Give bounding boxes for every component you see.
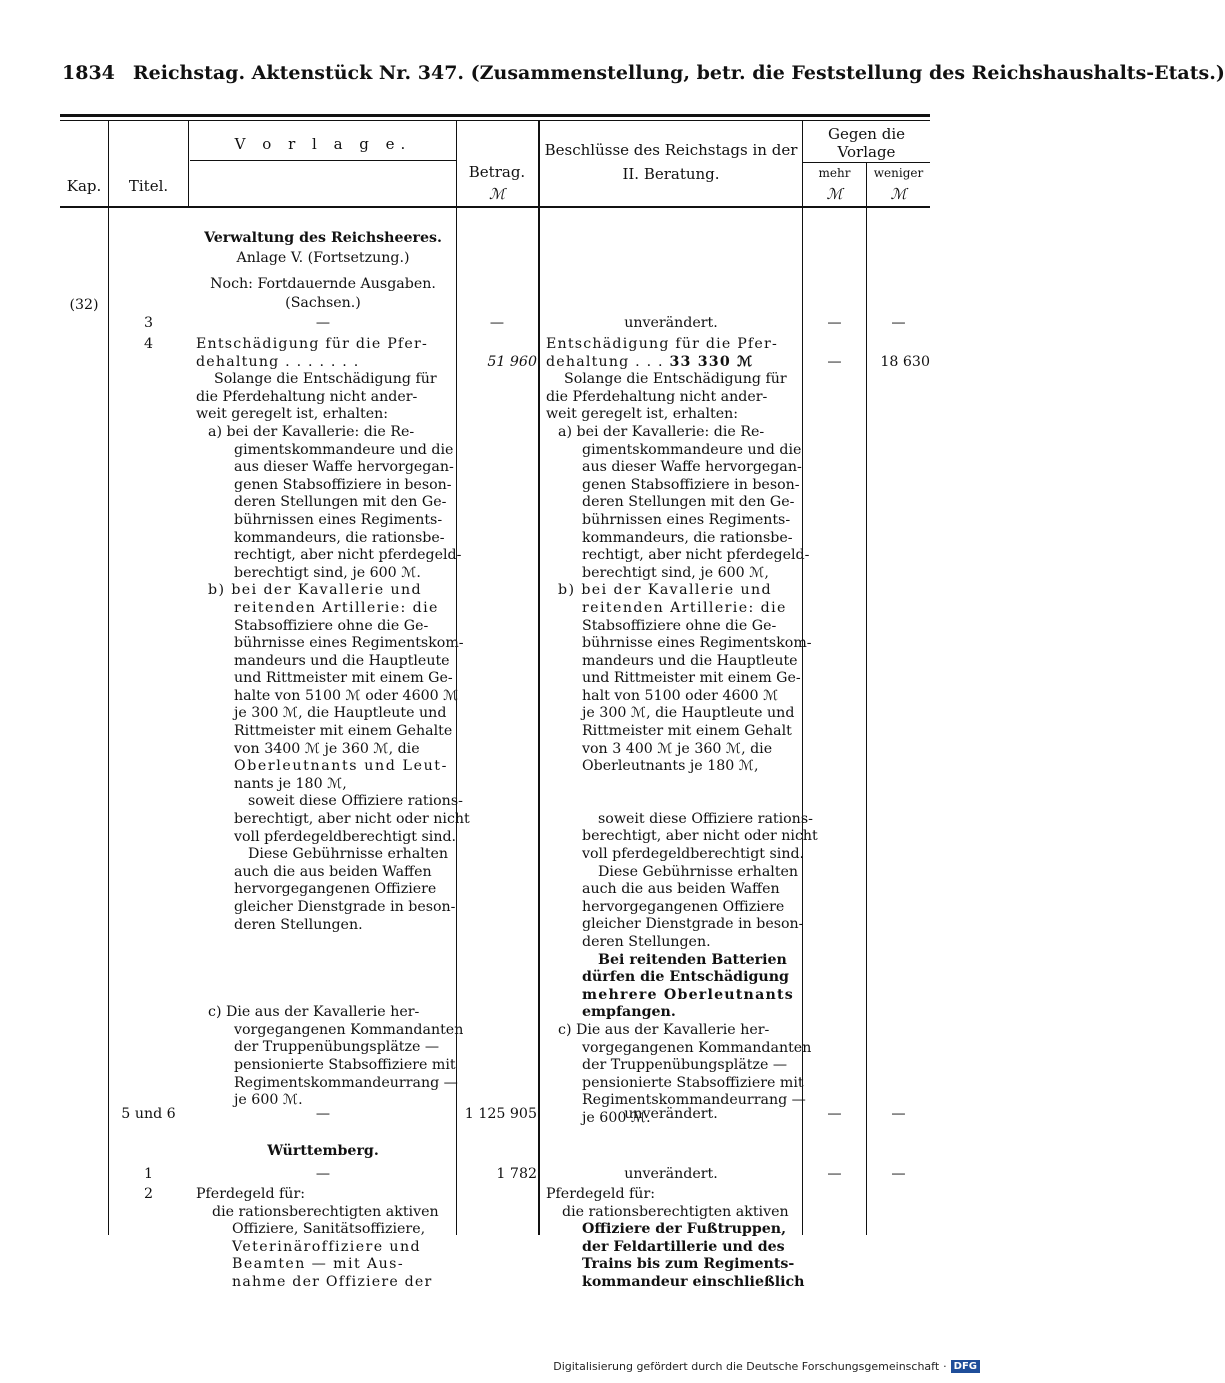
text-line: Solange die Entschädigung für <box>564 371 787 388</box>
w-titel-2-number: 2 <box>143 1186 154 1202</box>
text-line: hervorgegangenen Offiziere <box>582 898 785 915</box>
text-line: der Truppenübungsplätze — <box>582 1057 788 1074</box>
vorlage-text-block <box>196 336 470 1110</box>
text-line: auch die aus beiden Waffen <box>234 863 432 880</box>
text-line: Offiziere, Sanitätsoffiziere, <box>232 1221 426 1238</box>
kap-heading: Kap. <box>66 177 102 195</box>
titel-5-6-vorlage: — <box>315 1106 331 1122</box>
text-line: halte von 5100 ℳ oder 4600 ℳ <box>234 687 459 704</box>
text-line: Regimentskommandeurrang — <box>582 1092 806 1109</box>
text-line: b) bei der Kavallerie und <box>558 582 773 599</box>
text-line: und Rittmeister mit einem Ge- <box>582 670 801 687</box>
text-line: Entschädigung für die Pfer- <box>546 336 778 352</box>
text-line: weit geregelt ist, erhalten: <box>196 406 389 423</box>
text-line: c) Die aus der Kavallerie her- <box>208 1004 420 1021</box>
titel-3-mehr: — <box>827 315 842 331</box>
gegen-heading-1: Gegen die <box>827 125 906 143</box>
text-line: a) bei der Kavallerie: die Re- <box>558 423 765 440</box>
text-line: soweit diese Offiziere rations- <box>248 793 463 810</box>
text-line: mandeurs und die Hauptleute <box>582 652 798 669</box>
text-line: Regimentskommandeurrang — <box>234 1074 458 1091</box>
beschluesse-heading-1: Beschlüsse des Reichstags in der <box>544 141 798 159</box>
text-line: vorgegangenen Kommandanten <box>234 1021 464 1038</box>
text-line: kommandeurs, die rationsbe- <box>234 529 445 546</box>
text-line: voll pferdegeldberechtigt sind. <box>234 828 457 845</box>
text-line <box>546 354 802 372</box>
text-line: deren Stellungen mit den Ge- <box>234 494 447 511</box>
text-line: vorgegangenen Kommandanten <box>582 1039 812 1056</box>
text-line: mandeurs und die Hauptleute <box>234 652 450 669</box>
text-line: genen Stabsoffiziere in beson- <box>234 476 452 493</box>
titel-4-betrag: 51 960 <box>487 354 537 370</box>
dfg-logo: DFG <box>951 1360 980 1373</box>
text-line: berechtigt sind, je 600 ℳ. <box>234 564 421 581</box>
text-line-bold: Trains bis zum Regiments- <box>582 1256 795 1273</box>
text-line: pensionierte Stabsoffiziere mit <box>582 1074 804 1091</box>
text-line: die rationsberechtigten aktiven <box>212 1203 439 1220</box>
header-bottom-rule <box>60 206 930 208</box>
text-line: je 600 ℳ. <box>234 1092 303 1109</box>
titel-heading: Titel. <box>128 177 169 195</box>
text-line: Diese Gebührnisse erhalten <box>248 846 449 863</box>
text-line: genen Stabsoffiziere in beson- <box>582 476 800 493</box>
gegen-heading-2: Vorlage <box>837 143 896 161</box>
text-line: der Truppenübungsplätze — <box>234 1039 440 1056</box>
footer-text: Digitalisierung gefördert durch die Deutsche Forschungsgemeinschaft <box>553 1360 940 1373</box>
text-line: Rittmeister mit einem Gehalt <box>582 723 792 740</box>
text-line: Oberleutnants und Leut- <box>234 758 449 775</box>
text-line: reitenden Artillerie: die <box>582 599 787 616</box>
text-line: rechtigt, aber nicht pferdegeld- <box>582 547 810 564</box>
text-line: Stabsoffiziere ohne die Ge- <box>234 617 429 634</box>
text-line-bold: der Feldartillerie und des <box>582 1238 785 1255</box>
mehr-unit: ℳ <box>826 185 843 203</box>
text-line: c) Die aus der Kavallerie her- <box>558 1021 770 1038</box>
section-sachsen: (Sachsen.) <box>285 295 361 311</box>
text-line: nants je 180 ℳ, <box>234 775 347 792</box>
text-line: pensionierte Stabsoffiziere mit <box>234 1056 456 1073</box>
text-line: gimentskommandeure und die <box>234 441 454 458</box>
kap-number: (32) <box>69 297 99 313</box>
text-line: Pferdegeld für: <box>546 1186 656 1202</box>
text-line: bührnissen eines Regiments- <box>582 511 791 528</box>
text-line-bold: kommandeur einschließlich <box>582 1273 805 1290</box>
w-vorlage-text-block <box>196 1186 456 1292</box>
text-line-bold: Bei reitenden Batterien <box>598 951 787 968</box>
mehr-heading: mehr <box>818 166 851 180</box>
text-line: voll pferdegeldberechtigt sind. <box>582 846 805 863</box>
text-line: bührnissen eines Regiments- <box>234 511 443 528</box>
text-line: die Pferdehaltung nicht ander- <box>196 388 418 405</box>
beschluss-text-block <box>546 336 818 1128</box>
top-rule-thin <box>60 120 930 121</box>
text-line-bold: dürfen die Entschädigung <box>582 969 789 986</box>
page-number: 1834 <box>62 62 115 84</box>
text-line: Stabsoffiziere ohne die Ge- <box>582 617 777 634</box>
weniger-heading: weniger <box>873 166 924 180</box>
text-line: berechtigt, aber nicht oder nicht <box>582 828 818 845</box>
text-line: hervorgegangenen Offiziere <box>234 881 437 898</box>
betrag-heading: Betrag. <box>468 163 526 181</box>
text-line: gimentskommandeure und die <box>582 441 802 458</box>
text-line-bold: Offiziere der Fußtruppen, <box>582 1221 787 1238</box>
text-line: deren Stellungen. <box>582 934 711 950</box>
text-line: Veterinäroffiziere und <box>232 1238 421 1255</box>
titel-4-mehr: — <box>827 354 842 370</box>
titel-4-number: 4 <box>143 336 154 352</box>
col-divider-vorlage <box>456 120 457 1235</box>
titel-3-betrag: — <box>489 315 505 331</box>
col-divider-beschluss <box>802 120 803 1235</box>
section-heading: Verwaltung des Reichsheeres. <box>204 230 442 246</box>
titel-4-beschluss-amount: 33 330 ℳ <box>669 353 754 370</box>
text-line: aus dieser Waffe hervorgegan- <box>582 459 802 476</box>
titel-5-6-beschluss: unverändert. <box>624 1106 718 1122</box>
text-line: von 3 400 ℳ je 360 ℳ, die <box>582 740 773 757</box>
text-line: Entschädigung für die Pfer- <box>196 336 428 352</box>
vorlage-rule <box>190 160 456 161</box>
titel-5-6-number: 5 und 6 <box>121 1106 176 1122</box>
text-line: deren Stellungen mit den Ge- <box>582 494 795 511</box>
text-line: je 300 ℳ, die Hauptleute und <box>234 705 447 722</box>
text-line: auch die aus beiden Waffen <box>582 881 780 898</box>
text-line: Rittmeister mit einem Gehalte <box>234 723 453 740</box>
wuerttemberg-heading: Württemberg. <box>267 1143 379 1159</box>
titel-5-6-mehr: — <box>827 1106 842 1122</box>
titel-3-vorlage: — <box>315 315 331 331</box>
col-divider-kap <box>108 120 109 1235</box>
text-line: gleicher Dienstgrade in beson- <box>234 899 456 915</box>
text-line: rechtigt, aber nicht pferdegeld- <box>234 547 462 564</box>
w-titel-1-betrag: 1 782 <box>496 1166 537 1182</box>
col-divider-betrag <box>538 120 540 1235</box>
col-divider-titel <box>188 120 189 208</box>
text-line: je 300 ℳ, die Hauptleute und <box>582 705 795 722</box>
text-line: soweit diese Offiziere rations- <box>598 810 813 827</box>
w-titel-1-number: 1 <box>143 1166 154 1182</box>
text-line: die Pferdehaltung nicht ander- <box>546 388 768 405</box>
text-line: b) bei der Kavallerie und <box>208 582 423 599</box>
titel-3-beschluss: unverändert. <box>624 315 718 331</box>
w-titel-1-beschluss: unverändert. <box>624 1166 718 1182</box>
text-line: je 600 ℳ. <box>582 1109 651 1126</box>
text-line: berechtigt, aber nicht oder nicht <box>234 811 470 828</box>
text-line: weit geregelt ist, erhalten: <box>546 406 739 423</box>
text-line: kommandeurs, die rationsbe- <box>582 529 793 546</box>
text-line: Oberleutnants je 180 ℳ, <box>582 758 759 775</box>
text-line-part: dehaltung . . . <box>546 353 664 370</box>
titel-5-6-weniger: — <box>891 1106 906 1122</box>
text-line: und Rittmeister mit einem Ge- <box>234 670 453 687</box>
vorlage-heading: V o r l a g e. <box>234 135 412 153</box>
w-beschluss-text-block <box>546 1186 805 1292</box>
text-line: Pferdegeld für: <box>196 1186 306 1202</box>
titel-3-number: 3 <box>143 315 154 331</box>
text-line: gleicher Dienstgrade in beson- <box>582 916 804 933</box>
w-titel-1-mehr: — <box>827 1166 842 1182</box>
text-line: Solange die Entschädigung für <box>214 371 437 388</box>
titel-4-weniger: 18 630 <box>880 354 930 370</box>
text-line: Beamten — mit Aus- <box>232 1256 405 1273</box>
titel-3-weniger: — <box>891 315 906 331</box>
top-rule-thick <box>60 114 930 117</box>
weniger-unit: ℳ <box>890 185 907 203</box>
beschluesse-heading-2: II. Beratung. <box>622 165 720 183</box>
w-titel-1-vorlage: — <box>315 1166 331 1182</box>
header-title: Reichstag. Aktenstück Nr. 347. (Zusammenstellung, betr. die Feststellung des Reichshaushalts-Etats.) <box>132 62 1225 84</box>
text-line-bold: mehrere Oberleutnants <box>582 986 794 1003</box>
section-anlage: Anlage V. (Fortsetzung.) <box>236 250 410 266</box>
betrag-unit: ℳ <box>488 185 506 203</box>
text-line-bold: empfangen. <box>582 1004 676 1021</box>
section-noch: Noch: Fortdauernde Ausgaben. <box>210 276 436 292</box>
running-header <box>62 62 1225 84</box>
text-line: reitenden Artillerie: die <box>234 599 439 616</box>
text-line: deren Stellungen. <box>234 916 363 933</box>
w-titel-1-weniger: — <box>891 1166 906 1182</box>
digitization-footer: Digitalisierung gefördert durch die Deutsche Forschungsgemeinschaft · DFG <box>553 1360 980 1373</box>
text-line: dehaltung . . . . . . . <box>196 353 360 370</box>
text-line: Diese Gebührnisse erhalten <box>598 863 799 880</box>
text-line: die rationsberechtigten aktiven <box>562 1203 789 1220</box>
text-line: aus dieser Waffe hervorgegan- <box>234 459 454 476</box>
text-line: bührnisse eines Regimentskom- <box>582 635 812 652</box>
text-line: halt von 5100 oder 4600 ℳ <box>582 687 779 704</box>
text-line: von 3400 ℳ je 360 ℳ, die <box>234 740 420 757</box>
text-line: berechtigt sind, je 600 ℳ, <box>582 564 769 581</box>
text-line: bührnisse eines Regimentskom- <box>234 635 464 652</box>
text-line: a) bei der Kavallerie: die Re- <box>208 423 415 440</box>
text-line: nahme der Offiziere der <box>232 1273 433 1290</box>
titel-5-6-betrag: 1 125 905 <box>464 1106 537 1122</box>
